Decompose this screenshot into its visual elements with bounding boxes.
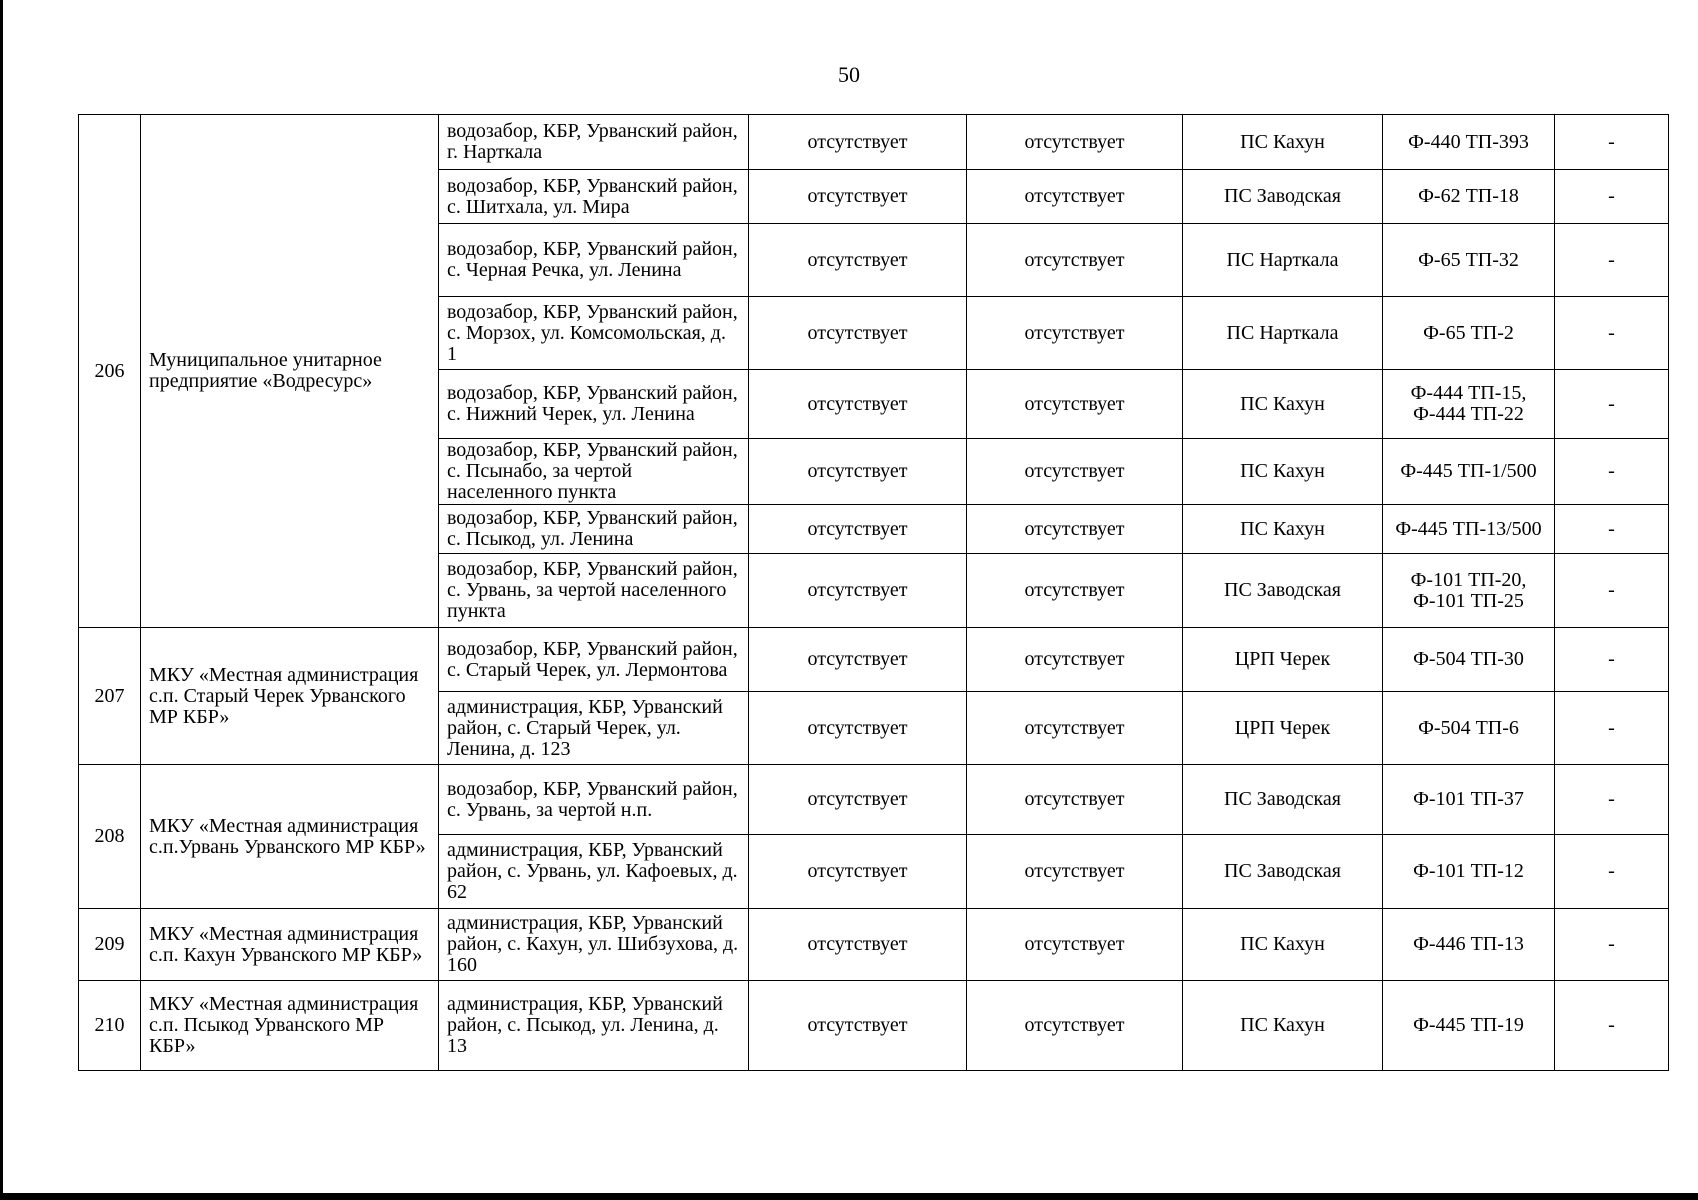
object-cell: администрация, КБР, Урванский район, с. Псыкод, ул. Ленина, д. 13 — [439, 981, 749, 1071]
status-cell: отсутствует — [749, 170, 967, 224]
object-cell: водозабор, КБР, Урванский район, с. Морзох, ул. Комсомольская, д. 1 — [439, 297, 749, 370]
substation-cell: ПС Нарткала — [1183, 224, 1383, 297]
status-cell: отсутствует — [967, 692, 1183, 765]
note-cell: - — [1555, 554, 1669, 628]
feeder-cell: Ф-445 ТП-1/500 — [1383, 439, 1555, 505]
table-row — [79, 981, 1669, 1071]
object-cell: администрация, КБР, Урванский район, с. Урвань, ул. Кафоевых, д. 62 — [439, 835, 749, 909]
status-cell: отсутствует — [967, 765, 1183, 835]
feeder-cell: Ф-444 ТП-15, Ф-444 ТП-22 — [1383, 370, 1555, 439]
substation-cell: ЦРП Черек — [1183, 692, 1383, 765]
note-cell: - — [1555, 981, 1669, 1071]
status-cell: отсутствует — [749, 765, 967, 835]
note-cell: - — [1555, 170, 1669, 224]
row-number-cell: 209 — [79, 909, 141, 981]
status-cell: отсутствует — [967, 297, 1183, 370]
page-number: 50 — [838, 62, 860, 87]
substation-cell: ПС Кахун — [1183, 370, 1383, 439]
substation-cell: ЦРП Черек — [1183, 628, 1383, 692]
scan-bottom-edge — [0, 1193, 1698, 1200]
status-cell: отсутствует — [967, 981, 1183, 1071]
row-number-cell: 206 — [79, 115, 141, 628]
organization-cell: Муниципальное унитарное предприятие «Водресурс» — [141, 115, 439, 628]
object-cell: водозабор, КБР, Урванский район, с. Старый Черек, ул. Лермонтова — [439, 628, 749, 692]
status-cell: отсутствует — [967, 505, 1183, 554]
status-cell: отсутствует — [967, 554, 1183, 628]
object-cell: администрация, КБР, Урванский район, с. Кахун, ул. Шибзухова, д. 160 — [439, 909, 749, 981]
object-cell: водозабор, КБР, Урванский район, с. Урвань, за чертой н.п. — [439, 765, 749, 835]
feeder-cell: Ф-65 ТП-32 — [1383, 224, 1555, 297]
organization-cell: МКУ «Местная администрация с.п. Псыкод Урванского МР КБР» — [141, 981, 439, 1071]
object-cell: водозабор, КБР, Урванский район, с. Черная Речка, ул. Ленина — [439, 224, 749, 297]
object-cell: водозабор, КБР, Урванский район, г. Нарткала — [439, 115, 749, 170]
organization-cell: МКУ «Местная администрация с.п.Урвань Урванского МР КБР» — [141, 765, 439, 909]
status-cell: отсутствует — [749, 439, 967, 505]
table-row — [79, 628, 1669, 692]
status-cell: отсутствует — [967, 628, 1183, 692]
note-cell: - — [1555, 370, 1669, 439]
note-cell: - — [1555, 765, 1669, 835]
status-cell: отсутствует — [749, 297, 967, 370]
status-cell: отсутствует — [749, 628, 967, 692]
substation-cell: ПС Кахун — [1183, 981, 1383, 1071]
object-cell: водозабор, КБР, Урванский район, с. Шитхала, ул. Мира — [439, 170, 749, 224]
status-cell: отсутствует — [749, 370, 967, 439]
organization-cell: МКУ «Местная администрация с.п. Кахун Урванского МР КБР» — [141, 909, 439, 981]
substation-cell: ПС Заводская — [1183, 765, 1383, 835]
table-row — [79, 765, 1669, 835]
note-cell: - — [1555, 909, 1669, 981]
feeder-cell: Ф-504 ТП-30 — [1383, 628, 1555, 692]
feeder-cell: Ф-65 ТП-2 — [1383, 297, 1555, 370]
feeder-cell: Ф-445 ТП-13/500 — [1383, 505, 1555, 554]
facilities-table — [78, 114, 1669, 1071]
status-cell: отсутствует — [749, 692, 967, 765]
note-cell: - — [1555, 439, 1669, 505]
feeder-cell: Ф-101 ТП-12 — [1383, 835, 1555, 909]
substation-cell: ПС Кахун — [1183, 505, 1383, 554]
status-cell: отсутствует — [967, 170, 1183, 224]
status-cell: отсутствует — [749, 909, 967, 981]
feeder-cell: Ф-440 ТП-393 — [1383, 115, 1555, 170]
status-cell: отсутствует — [967, 909, 1183, 981]
status-cell: отсутствует — [749, 554, 967, 628]
note-cell: - — [1555, 224, 1669, 297]
status-cell: отсутствует — [967, 115, 1183, 170]
row-number-cell: 207 — [79, 628, 141, 765]
status-cell: отсутствует — [749, 981, 967, 1071]
status-cell: отсутствует — [749, 115, 967, 170]
substation-cell: ПС Заводская — [1183, 170, 1383, 224]
substation-cell: ПС Заводская — [1183, 554, 1383, 628]
table-row — [79, 909, 1669, 981]
substation-cell: ПС Кахун — [1183, 115, 1383, 170]
note-cell: - — [1555, 505, 1669, 554]
substation-cell: ПС Кахун — [1183, 909, 1383, 981]
note-cell: - — [1555, 297, 1669, 370]
status-cell: отсутствует — [749, 505, 967, 554]
feeder-cell: Ф-62 ТП-18 — [1383, 170, 1555, 224]
feeder-cell: Ф-445 ТП-19 — [1383, 981, 1555, 1071]
note-cell: - — [1555, 835, 1669, 909]
row-number-cell: 208 — [79, 765, 141, 909]
object-cell: водозабор, КБР, Урванский район, с. Нижний Черек, ул. Ленина — [439, 370, 749, 439]
status-cell: отсутствует — [967, 370, 1183, 439]
object-cell: водозабор, КБР, Урванский район, с. Псыкод, ул. Ленина — [439, 505, 749, 554]
feeder-cell: Ф-101 ТП-37 — [1383, 765, 1555, 835]
status-cell: отсутствует — [749, 224, 967, 297]
status-cell: отсутствует — [967, 224, 1183, 297]
status-cell: отсутствует — [749, 835, 967, 909]
note-cell: - — [1555, 628, 1669, 692]
feeder-cell: Ф-504 ТП-6 — [1383, 692, 1555, 765]
substation-cell: ПС Нарткала — [1183, 297, 1383, 370]
note-cell: - — [1555, 115, 1669, 170]
object-cell: водозабор, КБР, Урванский район, с. Псынабо, за чертой населенного пункта — [439, 439, 749, 505]
organization-cell: МКУ «Местная администрация с.п. Старый Черек Урванского МР КБР» — [141, 628, 439, 765]
feeder-cell: Ф-446 ТП-13 — [1383, 909, 1555, 981]
object-cell: администрация, КБР, Урванский район, с. Старый Черек, ул. Ленина, д. 123 — [439, 692, 749, 765]
substation-cell: ПС Заводская — [1183, 835, 1383, 909]
row-number-cell: 210 — [79, 981, 141, 1071]
substation-cell: ПС Кахун — [1183, 439, 1383, 505]
scan-left-edge — [0, 0, 3, 1200]
note-cell: - — [1555, 692, 1669, 765]
table-row — [79, 115, 1669, 170]
status-cell: отсутствует — [967, 835, 1183, 909]
feeder-cell: Ф-101 ТП-20, Ф-101 ТП-25 — [1383, 554, 1555, 628]
status-cell: отсутствует — [967, 439, 1183, 505]
object-cell: водозабор, КБР, Урванский район, с. Урвань, за чертой населенного пункта — [439, 554, 749, 628]
